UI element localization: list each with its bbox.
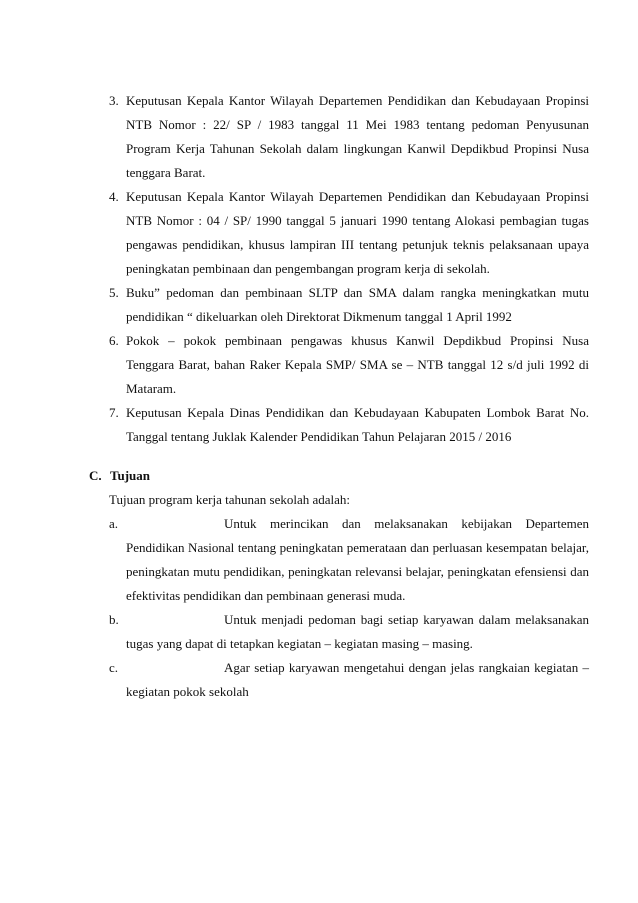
list-item <box>109 281 589 329</box>
sub-item-text: Agar setiap karyawan mengetahui dengan jelas rangkaian kegiatan – kegiatan pokok sekolah <box>126 660 589 699</box>
reference-list <box>109 89 589 449</box>
sub-item-text: Untuk menjadi pedoman bagi setiap karyawan dalam melaksanakan tugas yang dapat di tetapkan kegiatan – kegiatan masing – masing. <box>126 612 589 651</box>
sub-item <box>109 608 589 656</box>
section-title: Tujuan <box>110 468 150 483</box>
list-number: 6. <box>109 333 119 348</box>
sub-item-letter: b. <box>109 612 119 627</box>
list-text: Pokok – pokok pembinaan pengawas khusus Kanwil Depdikbud Propinsi Nusa Tenggara Barat, bahan Raker Kepala SMP/ SMA se – NTB tanggal 12 s/d juli 1992 di Mataram. <box>126 333 589 396</box>
sub-item-letter: a. <box>109 516 119 531</box>
list-number: 7. <box>109 405 119 420</box>
section-tujuan <box>89 464 589 704</box>
sub-item <box>109 512 589 608</box>
sub-item <box>109 656 589 704</box>
list-number: 4. <box>109 189 119 204</box>
list-item <box>109 185 589 281</box>
sub-item-text: Untuk merincikan dan melaksanakan kebijakan Departemen Pendidikan Nasional tentang peningkatan pemerataan dan perluasan kesempatan belajar, peningkatan mutu pendidikan, peningkatan relevansi belajar, peningkatan efensiensi dan efektivitas pendidikan dan pembinaan generasi muda. <box>126 516 589 603</box>
list-text: Keputusan Kepala Kantor Wilayah Departemen Pendidikan dan Kebudayaan Propinsi NTB Nomor : 04 / SP/ 1990 tanggal 5 januari 1990 tentang Alokasi pembagian tugas pengawas pendidikan, khusus lampiran III tentang petunjuk teknis pelaksanaan upaya peningkatan pembinaan dan pengembangan program kerja di sekolah. <box>126 189 589 276</box>
section-heading <box>89 464 589 488</box>
list-item <box>109 401 589 449</box>
section-letter: C. <box>89 468 102 483</box>
list-item <box>109 89 589 185</box>
sub-item-letter: c. <box>109 660 119 675</box>
section-intro: Tujuan program kerja tahunan sekolah adalah: <box>109 492 351 507</box>
list-text: Keputusan Kepala Dinas Pendidikan dan Kebudayaan Kabupaten Lombok Barat No. Tanggal tentang Juklak Kalender Pendidikan Tahun Pelajaran 2015 / 2016 <box>126 405 589 444</box>
list-text: Keputusan Kepala Kantor Wilayah Departemen Pendidikan dan Kebudayaan Propinsi NTB Nomor : 22/ SP / 1983 tanggal 11 Mei 1983 tentang pedoman Penyusunan Program Kerja Tahunan Sekolah dalam lingkungan Kanwil Depdikbud Propinsi Nusa tenggara Barat. <box>126 93 589 180</box>
list-item <box>109 329 589 401</box>
list-text: Buku” pedoman dan pembinaan SLTP dan SMA dalam rangka meningkatkan mutu pendidikan “ dikeluarkan oleh Direktorat Dikmenum tanggal 1 April 1992 <box>126 285 589 324</box>
list-number: 3. <box>109 93 119 108</box>
list-number: 5. <box>109 285 119 300</box>
